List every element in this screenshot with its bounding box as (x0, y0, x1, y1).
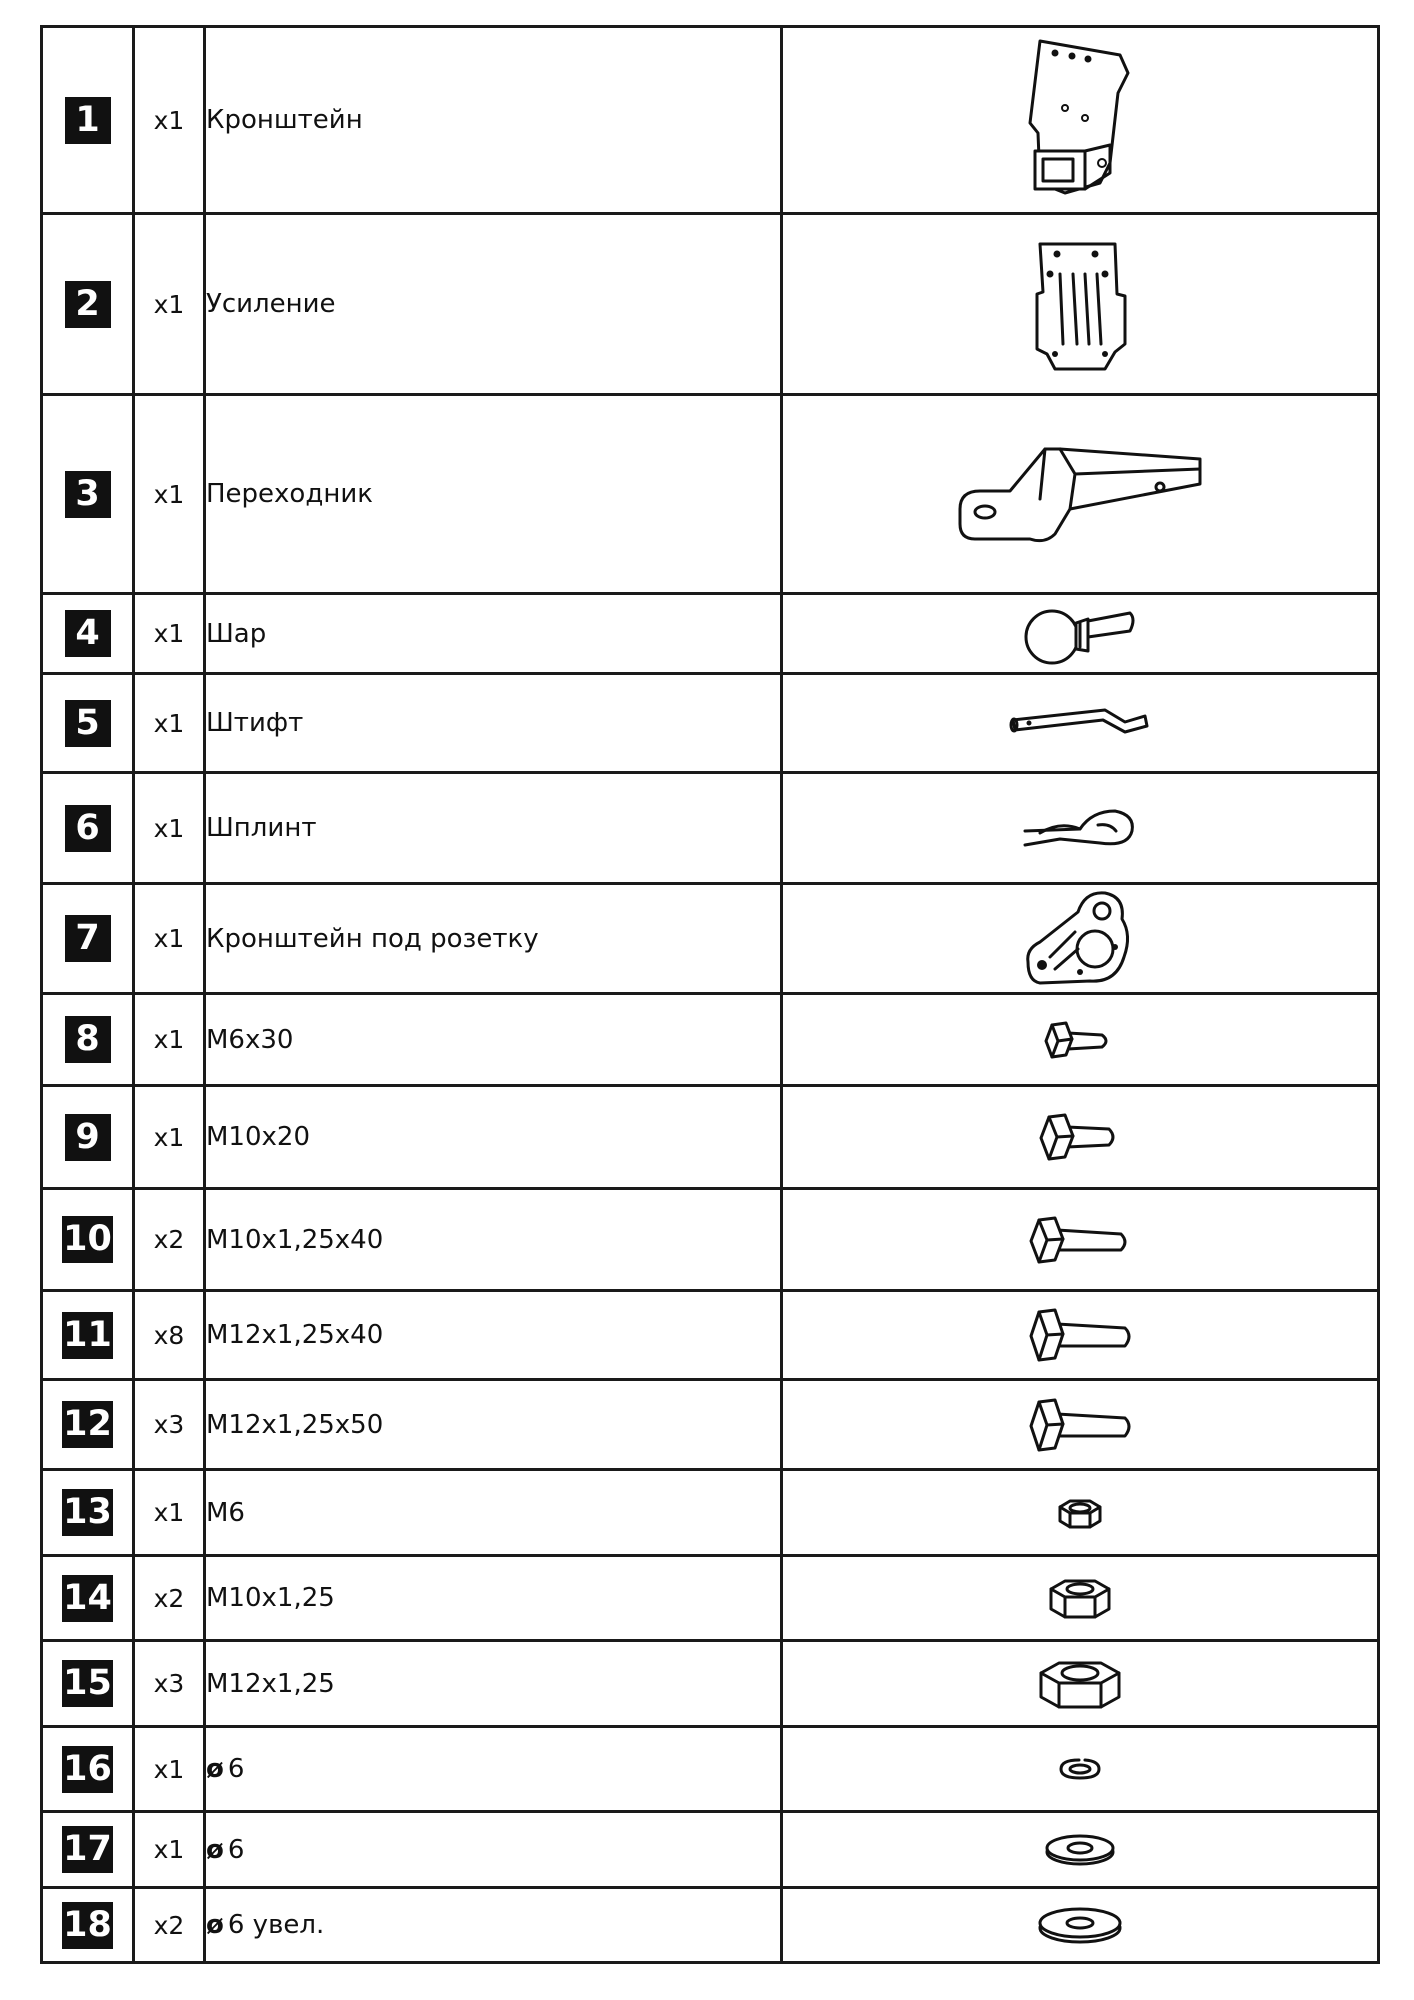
part-row-12 (42, 1380, 1379, 1470)
hitch-pin-icon (1005, 698, 1155, 748)
part-name: М10х1,25х40 (205, 1189, 782, 1291)
part-name: М12х1,25 (205, 1641, 782, 1727)
hex-nut-medium-icon (1045, 1571, 1115, 1625)
part-number: 10 (62, 1216, 113, 1263)
part-row-11 (42, 1291, 1379, 1380)
part-quantity: x3 (134, 1380, 205, 1470)
part-row-9 (42, 1086, 1379, 1189)
part-quantity: x2 (134, 1556, 205, 1641)
part-quantity: x1 (134, 594, 205, 674)
diameter-symbol: ø (206, 1754, 224, 1784)
part-number: 17 (62, 1826, 113, 1873)
part-number: 13 (62, 1489, 113, 1536)
part-name: 6 (227, 1834, 245, 1865)
spring-washer-icon (1055, 1752, 1105, 1786)
part-number: 9 (65, 1114, 111, 1161)
part-quantity: x2 (134, 1189, 205, 1291)
part-name: М10х1,25 (205, 1556, 782, 1641)
part-row-18 (42, 1888, 1379, 1963)
diameter-symbol: ø (206, 1834, 224, 1865)
part-name: Штифт (205, 674, 782, 773)
cotter-clip-icon (1020, 801, 1140, 856)
part-name: Шплинт (205, 773, 782, 884)
hitch-bracket-icon (1010, 33, 1150, 208)
bolt-medium-icon (1025, 1212, 1135, 1268)
part-name: 6 (227, 1754, 245, 1784)
flat-washer-icon (1042, 1830, 1118, 1870)
part-number: 4 (65, 610, 111, 657)
part-number: 5 (65, 700, 111, 747)
bolt-short-icon (1035, 1109, 1125, 1165)
part-row-13 (42, 1470, 1379, 1556)
part-row-4 (42, 594, 1379, 674)
part-row-17 (42, 1812, 1379, 1888)
part-number: 16 (62, 1746, 113, 1793)
part-number: 1 (65, 97, 111, 144)
part-quantity: x1 (134, 674, 205, 773)
part-quantity: x8 (134, 1291, 205, 1380)
part-row-1 (42, 27, 1379, 214)
part-quantity: x1 (134, 214, 205, 395)
part-quantity: x1 (134, 1086, 205, 1189)
part-quantity: x1 (134, 773, 205, 884)
part-quantity: x1 (134, 994, 205, 1086)
part-number: 11 (62, 1312, 113, 1359)
part-row-10 (42, 1189, 1379, 1291)
bolt-small-icon (1040, 1015, 1120, 1065)
part-name: М12х1,25х40 (205, 1291, 782, 1380)
part-name: М6х30 (205, 994, 782, 1086)
part-number: 8 (65, 1016, 111, 1063)
part-number: 15 (62, 1660, 113, 1707)
part-name: Усиление (205, 214, 782, 395)
part-number: 18 (62, 1902, 113, 1949)
part-quantity: x1 (134, 1812, 205, 1888)
part-name: М10х20 (205, 1086, 782, 1189)
part-row-8 (42, 994, 1379, 1086)
ball-mount-adapter-icon (950, 439, 1210, 549)
part-row-7 (42, 884, 1379, 994)
bolt-long-icon (1025, 1306, 1135, 1364)
part-row-15 (42, 1641, 1379, 1727)
part-quantity: x1 (134, 1470, 205, 1556)
part-number: 7 (65, 915, 111, 962)
part-name: Шар (205, 594, 782, 674)
part-name: 6 увел. (227, 1910, 325, 1940)
part-number: 12 (62, 1401, 113, 1448)
part-row-6 (42, 773, 1379, 884)
diameter-symbol: ø (206, 1910, 224, 1940)
part-name: М12х1,25х50 (205, 1380, 782, 1470)
part-number: 2 (65, 281, 111, 328)
parts-table (40, 25, 1380, 1964)
hex-nut-small-icon (1052, 1493, 1108, 1533)
bolt-long-icon (1025, 1396, 1135, 1454)
part-row-3 (42, 395, 1379, 594)
part-row-14 (42, 1556, 1379, 1641)
part-number: 3 (65, 471, 111, 518)
part-number: 14 (62, 1575, 113, 1622)
part-quantity: x1 (134, 27, 205, 214)
part-row-2 (42, 214, 1379, 395)
large-washer-icon (1035, 1902, 1125, 1948)
part-number: 6 (65, 805, 111, 852)
tow-ball-icon (1020, 601, 1140, 667)
part-name: Кронштейн под розетку (205, 884, 782, 994)
part-quantity: x1 (134, 884, 205, 994)
part-quantity: x2 (134, 1888, 205, 1963)
socket-bracket-icon (1020, 887, 1140, 991)
reinforcement-bracket-icon (1025, 234, 1135, 374)
hex-nut-large-icon (1035, 1651, 1125, 1717)
part-name: Переходник (205, 395, 782, 594)
part-quantity: x1 (134, 395, 205, 594)
part-quantity: x3 (134, 1641, 205, 1727)
part-name: Кронштейн (205, 27, 782, 214)
part-row-5 (42, 674, 1379, 773)
part-quantity: x1 (134, 1727, 205, 1812)
part-row-16 (42, 1727, 1379, 1812)
part-name: М6 (205, 1470, 782, 1556)
